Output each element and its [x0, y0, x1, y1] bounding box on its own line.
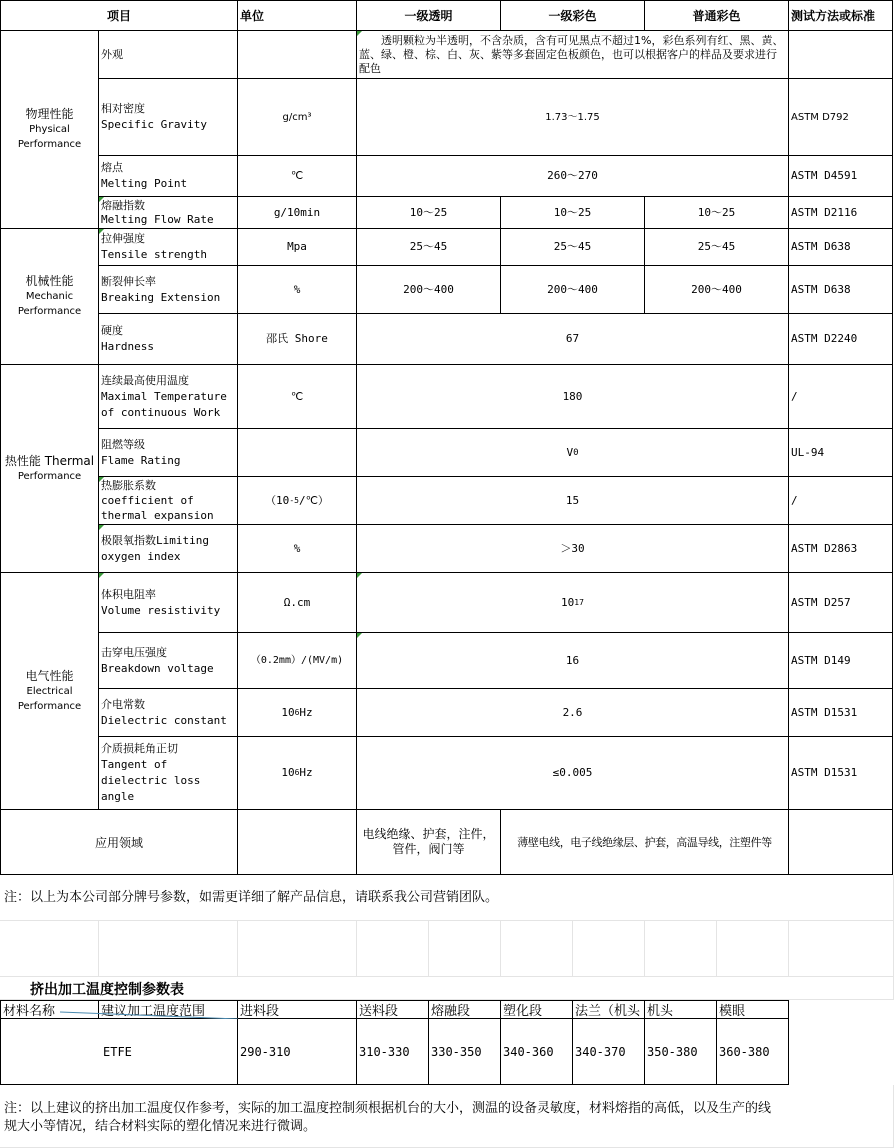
row-dielectric-en: Dielectric constant: [101, 713, 227, 727]
ext-material: ETFE: [0, 1019, 238, 1085]
row-loss-unit-main: 10: [281, 766, 295, 779]
grid-cell: [573, 921, 645, 977]
grid-cell: [357, 921, 429, 977]
row-appearance-value: 透明颗粒为半透明，不含杂质，含有可见黑点不超过1%，彩色系列有红、黑、黄、蓝、绿、橙、棕、白、灰、紫等多套固定色板颜色，也可以根据客户的样品及要求进行配色: [357, 31, 789, 79]
header-grade2: 一级彩色: [501, 0, 645, 31]
row-volres-name: [99, 573, 238, 633]
row-breakdown-en: Breakdown voltage: [101, 661, 214, 675]
row-expansion-value: 15: [357, 477, 789, 525]
row-application-method: [789, 810, 893, 875]
row-hardness-cn: 硬度: [101, 324, 123, 337]
ext-value-convey: 310-330: [357, 1019, 429, 1085]
row-hardness-name: [99, 314, 238, 365]
extrusion-title-row: [0, 978, 600, 1000]
row-loss-unit-tail: Hz: [299, 766, 313, 779]
ext-header-feed: 进料段: [238, 1000, 357, 1019]
row-melting-en: Melting Point: [101, 177, 188, 190]
row-appearance-method: [789, 31, 893, 79]
row-elongation-unit: %: [238, 266, 357, 314]
grid-cell: [429, 921, 501, 977]
header-grade3: 普通彩色: [645, 0, 789, 31]
row-maxtemp-name: [99, 365, 238, 429]
category-physical: [0, 31, 99, 229]
row-tensile-name: [99, 229, 238, 266]
row-loss-cn: 介质损耗角正切: [101, 742, 178, 755]
row-loss-en2: dielectric loss: [101, 774, 201, 787]
row-application-v1: 电线绝缘、护套，注件，管件，阀门等: [357, 810, 501, 875]
row-breakdown-value: 16: [357, 633, 789, 689]
row-maxtemp-en1: Maximal Temperature: [101, 389, 227, 403]
category-thermal: [0, 365, 99, 573]
row-oxygen-value: ＞30: [357, 525, 789, 573]
row-expansion-name: [99, 477, 238, 525]
row-oxygen-cn: 极限氧指数Limiting: [101, 533, 209, 547]
row-tensile-cn: 拉伸强度: [101, 232, 145, 245]
row-application-unit: [238, 810, 357, 875]
ext-value-head: 350-380: [645, 1019, 717, 1085]
category-mechanical-en2: Performance: [17, 306, 82, 317]
ext-header-plastify: 塑化段: [501, 1000, 573, 1019]
row-expansion-cn: 热膨胀系数: [101, 479, 156, 492]
row-elongation-method: ASTM D638: [789, 266, 893, 314]
category-mechanical: [0, 229, 99, 365]
row-loss-en3: angle: [101, 790, 135, 803]
ext-value-die: 360-380: [717, 1019, 789, 1085]
row-density-value: 1.73～1.75: [357, 79, 789, 156]
row-breakdown-name: [99, 633, 238, 689]
row-dielectric-method: ASTM D1531: [789, 689, 893, 737]
row-dielectric-unit-main: 10: [281, 705, 295, 719]
row-oxygen-unit: %: [238, 525, 357, 573]
row-density-unit: g/cm³: [238, 79, 357, 156]
row-elongation-en: Breaking Extension: [101, 290, 221, 304]
category-electrical-en1: Electrical: [26, 685, 73, 697]
row-mfr-name: [99, 197, 238, 229]
category-electrical-cn: 电气性能: [25, 668, 74, 683]
row-breakdown-cn: 击穿电压强度: [101, 645, 167, 659]
row-flame-cn: 阻燃等级: [101, 437, 145, 451]
row-dielectric-unit: 10 6 Hz: [238, 689, 357, 737]
note1: 注：以上为本公司部分牌号参数，如需更详细了解产品信息，请联系我公司营销团队。: [4, 890, 499, 905]
category-physical-en1: Physical: [29, 124, 70, 135]
row-volres-v: 10: [561, 595, 575, 609]
row-loss-method: ASTM D1531: [789, 737, 893, 810]
ext-header-material: 材料名称: [0, 1000, 99, 1019]
row-volres-method: ASTM D257: [789, 573, 893, 633]
ext-header-head: 机头: [645, 1000, 717, 1019]
row-expansion-method: /: [789, 477, 893, 525]
row-volres-cn: 体积电阻率: [101, 587, 156, 601]
header-item: 项目: [0, 0, 238, 31]
grid-cell: [789, 921, 894, 977]
row-maxtemp-en2: of continuous Work: [101, 405, 221, 419]
row-hardness-value: 67: [357, 314, 789, 365]
row-dielectric-cn: 介电常数: [101, 697, 145, 711]
row-oxygen-method: ASTM D2863: [789, 525, 893, 573]
category-physical-en2: Performance: [17, 139, 82, 150]
grid-cell: [645, 921, 717, 977]
row-loss-name: [99, 737, 238, 810]
row-mfr-unit: g/10min: [238, 197, 357, 229]
row-elongation-cn: 断裂伸长率: [101, 274, 156, 288]
row-dielectric-value: 2.6: [357, 689, 789, 737]
row-mfr-cn: 熔融指数: [101, 198, 145, 212]
row-maxtemp-unit: ℃: [238, 365, 357, 429]
ext-value-melt: 330-350: [429, 1019, 501, 1085]
row-melting-method: ASTM D4591: [789, 156, 893, 197]
row-melting-value: 260～270: [357, 156, 789, 197]
row-density-method: ASTM D792: [789, 79, 893, 156]
category-physical-cn: 物理性能: [25, 107, 74, 121]
row-appearance-name: 外观: [99, 31, 238, 79]
category-electrical: [0, 573, 99, 810]
grid-cell: [717, 921, 789, 977]
row-loss-en1: Tangent of: [101, 758, 168, 771]
row-melting-name: [99, 156, 238, 197]
row-tensile-v3: 25～45: [645, 229, 789, 266]
row-loss-value: ≤0.005: [357, 737, 789, 810]
row-oxygen-name: [99, 525, 238, 573]
row-mfr-v3: 10～25: [645, 197, 789, 229]
row-breakdown-method: ASTM D149: [789, 633, 893, 689]
row-expansion-unit-b: /℃）: [298, 493, 329, 507]
row-tensile-v2: 25～45: [501, 229, 645, 266]
row-tensile-v1: 25～45: [357, 229, 501, 266]
row-mfr-v1: 10～25: [357, 197, 501, 229]
category-mechanical-en1: Mechanic: [25, 291, 74, 302]
row-hardness-unit: 邵氏 Shore: [238, 314, 357, 365]
row-mfr-method: ASTM D2116: [789, 197, 893, 229]
ext-value-plastify: 340-360: [501, 1019, 573, 1085]
row-flame-value: V 0: [357, 429, 789, 477]
row-expansion-en2: thermal expansion: [101, 509, 214, 522]
category-mechanical-cn: 机械性能: [25, 274, 74, 288]
row-flame-method: UL-94: [789, 429, 893, 477]
ext-value-feed: 290-310: [238, 1019, 357, 1085]
row-tensile-method: ASTM D638: [789, 229, 893, 266]
row-flame-v: V: [566, 445, 574, 459]
category-thermal-cn: 热性能 Thermal: [4, 453, 95, 468]
ext-header-convey: 送料段: [357, 1000, 429, 1019]
grid-cell: [238, 921, 357, 977]
row-elongation-v3: 200～400: [645, 266, 789, 314]
row-elongation-v1: 200～400: [357, 266, 501, 314]
ext-header-flange: 法兰（机头: [573, 1000, 645, 1019]
row-application-label: 应用领域: [0, 810, 238, 875]
row-dielectric-name: [99, 689, 238, 737]
header-method: 测试方法或标准: [789, 0, 893, 31]
row-density-en: Specific Gravity: [101, 118, 207, 131]
row-density-name: [99, 79, 238, 156]
row-maxtemp-value: 180: [357, 365, 789, 429]
row-elongation-v2: 200～400: [501, 266, 645, 314]
row-maxtemp-method: /: [789, 365, 893, 429]
row-expansion-unit-a: （10: [265, 493, 290, 507]
row-melting-unit: ℃: [238, 156, 357, 197]
row-maxtemp-cn: 连续最高使用温度: [101, 373, 189, 387]
row-appearance-unit: [238, 31, 357, 79]
grid-cell: [0, 921, 99, 977]
row-expansion-unit: （10 -5 /℃）: [238, 477, 357, 525]
header-unit: 单位: [238, 0, 357, 31]
ext-value-flange: 340-370: [573, 1019, 645, 1085]
row-volres-unit: Ω.cm: [238, 573, 357, 633]
row-breakdown-unit: （0.2mm）/(MV/m): [238, 633, 357, 689]
row-expansion-en1: coefficient of: [101, 494, 194, 507]
grid-cell: [501, 921, 573, 977]
row-oxygen-en: oxygen index: [101, 549, 181, 563]
row-mfr-en: Melting Flow Rate: [101, 212, 214, 226]
row-tensile-unit: Mpa: [238, 229, 357, 266]
row-flame-en: Flame Rating: [101, 453, 181, 467]
diagonal-line: [0, 1000, 238, 1019]
ext-header-range: 建议加工温度范围: [99, 1000, 238, 1019]
row-density-cn: 相对密度: [101, 102, 145, 115]
row-flame-name: [99, 429, 238, 477]
row-dielectric-unit-tail: Hz: [299, 705, 313, 719]
note2: 注：以上建议的挤出加工温度仅作参考，实际的加工温度控制须根据机台的大小，测温的设备灵敏度，材料熔指的高低，以及生产的线规大小等情况，结合材料实际的塑化情况来进行微调。: [4, 1101, 772, 1134]
row-melting-cn: 熔点: [101, 161, 123, 174]
row-hardness-en: Hardness: [101, 340, 154, 353]
row-hardness-method: ASTM D2240: [789, 314, 893, 365]
extrusion-title: 挤出加工温度控制参数表: [30, 982, 184, 998]
row-mfr-v2: 10～25: [501, 197, 645, 229]
ext-header-die: 模眼: [717, 1000, 789, 1019]
row-volres-en: Volume resistivity: [101, 603, 221, 617]
ext-header-melt: 熔融段: [429, 1000, 501, 1019]
row-loss-unit: 10 6 Hz: [238, 737, 357, 810]
grid-cell: [99, 921, 238, 977]
row-tensile-en: Tensile strength: [101, 248, 207, 261]
row-flame-unit: [238, 429, 357, 477]
row-volres-value: 10 17: [357, 573, 789, 633]
row-elongation-name: [99, 266, 238, 314]
header-grade1: 一级透明: [357, 0, 501, 31]
category-thermal-en1: Performance: [17, 470, 82, 482]
row-application-v2: 薄壁电线，电子线绝缘层、护套，高温导线，注塑件等: [501, 810, 789, 875]
category-electrical-en2: Performance: [17, 700, 82, 712]
